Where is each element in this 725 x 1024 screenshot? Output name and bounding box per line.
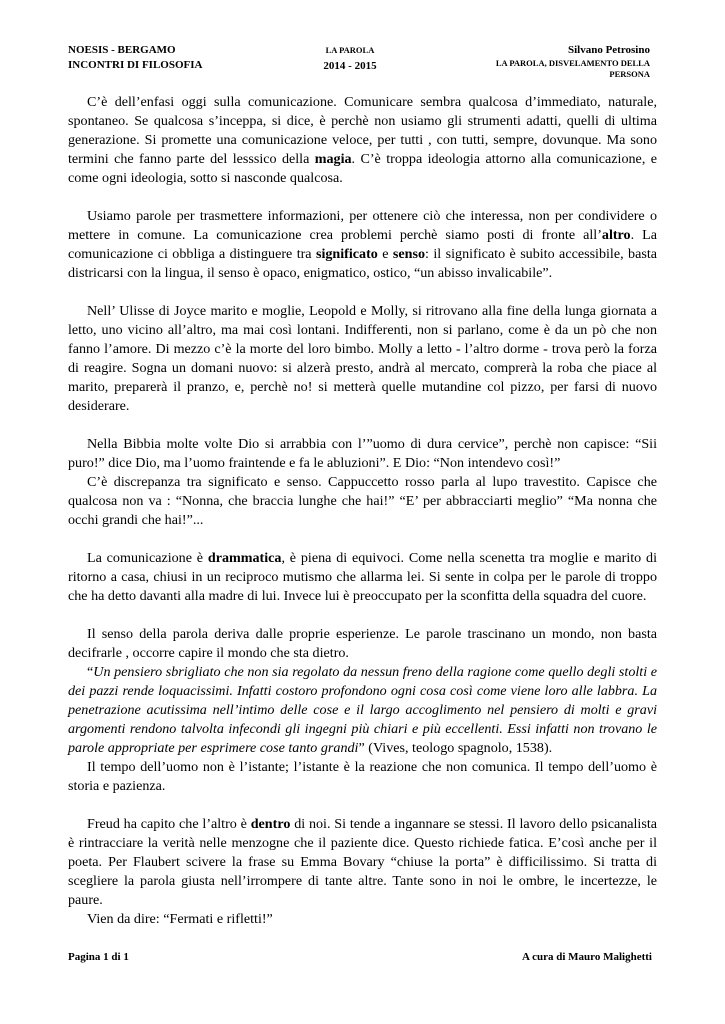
paragraph-7-text-a: Freud ha capito che l’altro è: [87, 816, 251, 832]
paragraph-2: [68, 207, 657, 283]
page-header: [68, 43, 658, 83]
paragraph-2-text-b: . La comunicazione ci obbliga a distinguere tra: [68, 227, 657, 263]
quote-vives: [68, 663, 657, 758]
header-organization: [68, 43, 202, 73]
paragraph-2-text-d: : il significato è subito accessibile, basta districarsi con la lingua, il senso è opaco, enigmatico, ostico, “un abisso invalicabile”.: [68, 246, 657, 282]
header-topic-title: LA PAROLA: [325, 45, 375, 55]
quote-attribution: ” (Vives, teologo spagnolo, 1538).: [358, 740, 553, 757]
quote-italic-text: Un pensiero sbrigliato che non sia regolato da nessun freno della ragione come quello degli stolti e dei pazzi rende loquacissimi. Infatti costoro profondono ogni cosa così come viene loro alle labbra. La penetrazione acutissima nell’intimo delle cose e il largo accoglimento nel pensiero di molti e gravi argomenti rendono talvolta infecondi gli ingegni più chiari e più eccellenti. Essi infatti non trovano le parole appropriate per esprimere cose tanto grandi: [68, 663, 657, 757]
header-topic: [310, 43, 390, 74]
paragraph-5-text-a: La comunicazione è: [87, 549, 208, 566]
paragraph-1-bold: magia: [314, 151, 352, 168]
paragraph-1: [68, 93, 657, 188]
paragraph-7-closing: Vien da dire: “Fermati e rifletti!”: [87, 911, 273, 928]
footer-page-number: Pagina 1 di 1: [68, 951, 129, 963]
header-subtitle-line1: LA PAROLA, DISVELAMENTO DELLA: [495, 58, 650, 68]
header-subtitle-line2: PERSONA: [609, 69, 650, 79]
paragraph-2-bold-significato: significato: [315, 246, 378, 263]
header-year: 2014 - 2015: [323, 60, 377, 72]
paragraph-3: Nell’ Ulisse di Joyce marito e moglie, Leopold e Molly, si ritrovano alla fine della lunga giornata a letto, uno vicino all’altro, ma mai così lontani. Indifferenti, non si parlano, come è da un pò che non fanno l’amore. Di mezzo c’è la morte del loro bimbo. Molly a letto - l’altro dorme - trova però la forza di reagire. Sogna un domani nuovo: si alzerà presto, andrà al mercato, comprerà la roba che piace al marito, preparerà il pranzo, e, perchè no! si metterà quelle mutandine col pizzo, per farsi di nuovo desiderare.: [68, 302, 657, 415]
paragraph-5-text-b: , è piena di equivoci. Come nella scenetta tra moglie e marito di ritorno a casa, chiusi in un reciproco mutismo che allarma lei. Si sente in colpa per le parole di troppo che ha detto davanti alla madre di lui. Invece lui è preoccupato per la sconfitta della squadra del cuore.: [68, 549, 657, 605]
paragraph-2-text-a: Usiamo parole per trasmettere informazioni, per ottenere ciò che interessa, non per condividere o mettere in comune. La comunicazione crea problemi perchè siamo posti di fronte all’: [68, 207, 657, 244]
header-author: Silvano Petrosino: [567, 44, 650, 56]
quote-open: “: [87, 663, 94, 680]
footer-curator: A cura di Mauro Malighetti: [522, 951, 652, 963]
page-footer: [68, 951, 652, 967]
paragraph-7-bold: dentro: [250, 816, 291, 832]
paragraph-2-text-c: e: [377, 246, 393, 263]
paragraph-4a: Nella Bibbia molte volte Dio si arrabbia con l’”uomo di dura cervice”, perchè non capisce: “Sii puro!” dice Dio, ma l’uomo fraintende e fa le abluzioni”. E Dio: “Non intendevo così!”: [68, 435, 657, 471]
paragraph-2-bold-altro: altro: [601, 227, 631, 244]
paragraph-2-bold-senso: senso: [392, 246, 426, 263]
header-org-line1: NOESIS - BERGAMO: [68, 44, 176, 56]
paragraph-7-text-b: di noi. Si tende a ingannare se stessi. Il lavoro dello psicanalista è rintracciare la verità nelle menzogne che il paziente dice. Questo richiede fatica. E’così anche per il poeta. Per Flaubert scivere la frase su Emma Bovary “chiuse la porta” è difficilissimo. Si tratta di scegliere la parola giusta nell’irrompere di tante altre. Tante sono in noi le ombre, le incertezze, le paure.: [68, 816, 657, 909]
paragraph-1-text-end: . C’è troppa ideologia attorno alla comunicazione, e come ogni ideologia, sotto si nasconde qualcosa.: [68, 151, 657, 187]
paragraph-6a: Il senso della parola deriva dalle proprie esperienze. Le parole trascinano un mondo, non basta decifrarle , occorre capire il mondo che sta dietro.: [68, 625, 657, 661]
header-author-block: [496, 43, 650, 80]
paragraph-6c: Il tempo dell’uomo non è l’istante; l’istante è la reazione che non comunica. Il tempo dell’uomo è storia e pazienza.: [68, 759, 657, 795]
paragraph-5: [68, 549, 657, 606]
paragraph-5-bold: drammatica: [207, 549, 282, 566]
paragraph-7: [68, 815, 657, 910]
paragraph-4b: C’è discrepanza tra significato e senso. Cappuccetto rosso parla al lupo travestito. Capisce che qualcosa non va : “Nonna, che braccia lunghe che hai!” “E’ per abbracciarti meglio” “Ma nonna che occhi grandi che hai!”...: [68, 474, 657, 529]
document-body: [68, 93, 657, 930]
header-org-line2: INCONTRI DI FILOSOFIA: [68, 59, 203, 71]
paragraph-1-text: C’è dell’enfasi oggi sulla comunicazione. Comunicare sembra qualcosa d’immediato, naturale, spontaneo. Se qualcosa s’inceppa, si dice, è perchè non usiamo gli strumenti adatti, quelli di ultima generazione. Si promette una comunicazione veloce, per tutti , con tutti, sempre, dovunque. Ma sono termini che fanno parte del lesssico della: [68, 94, 657, 168]
